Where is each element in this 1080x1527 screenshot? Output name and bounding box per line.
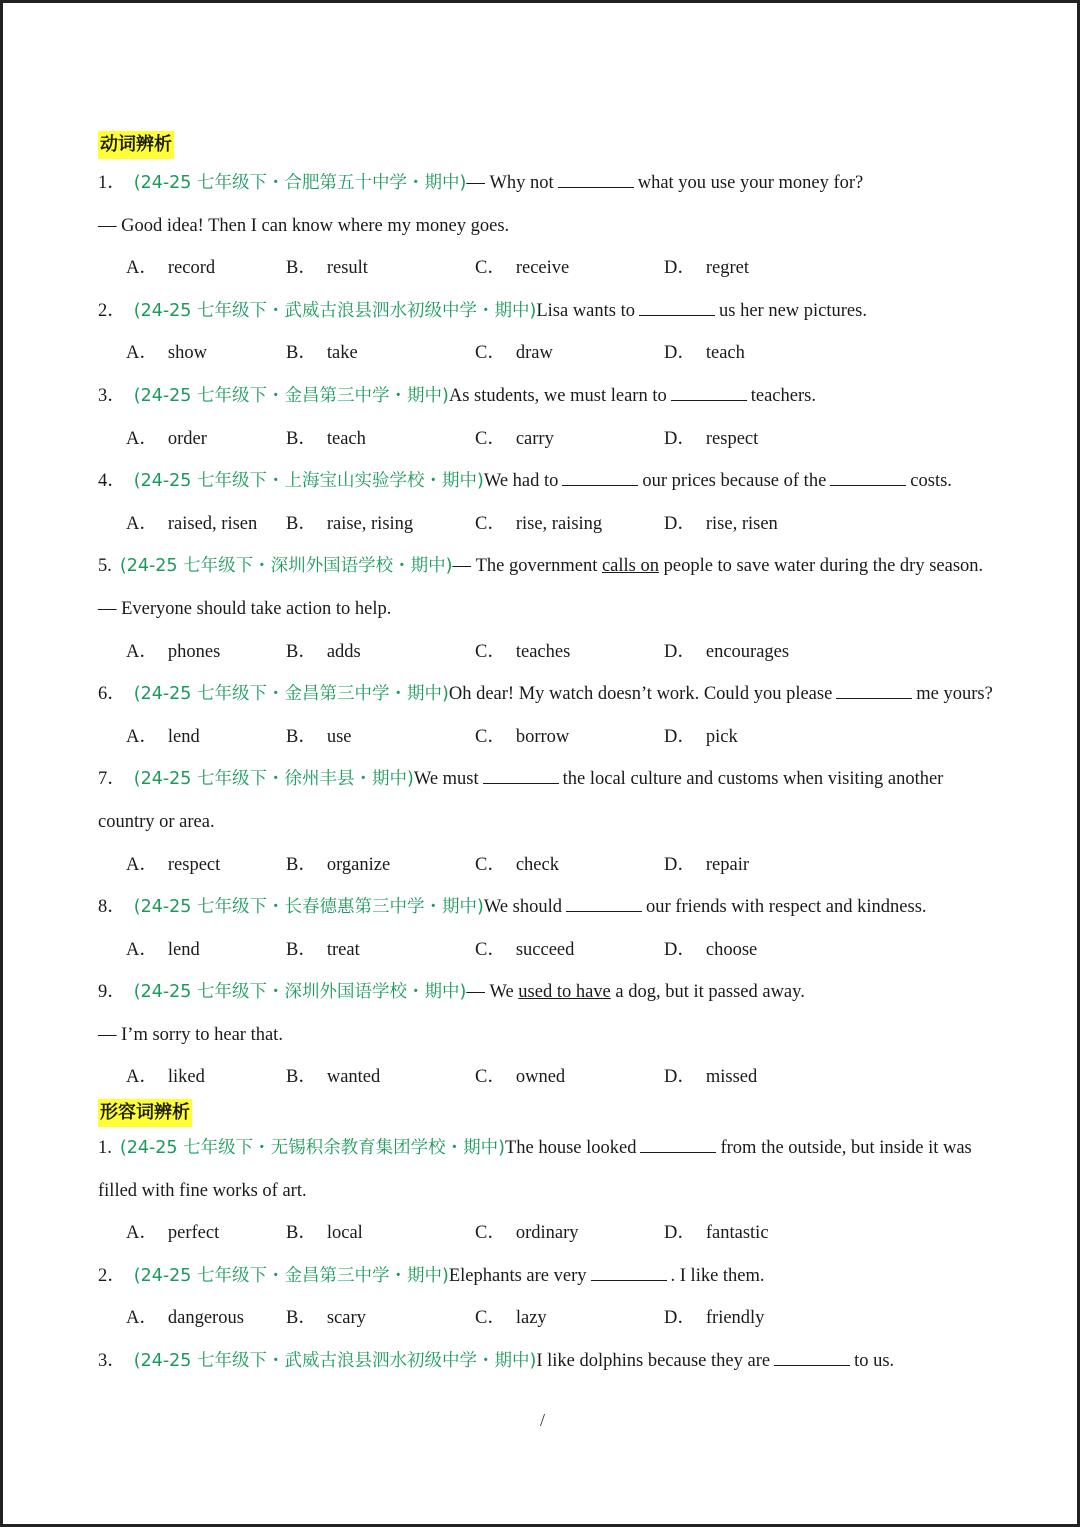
option-d — [664, 1297, 764, 1340]
question-source: (24-25 七年级下・深圳外国语学校・期中) — [133, 982, 467, 1003]
question-text: costs. — [910, 471, 952, 492]
question-continuation: — Everyone should take action to help. — [98, 598, 392, 619]
section-heading: 动词辨析 — [98, 131, 174, 159]
option-text: organize — [326, 854, 391, 875]
question-source: (24-25 七年级下・武威古浪县泗水初级中学・期中) — [133, 1351, 537, 1372]
option-letter: D． — [664, 854, 696, 875]
question-number: 4． — [98, 471, 126, 492]
answer-blank — [640, 1138, 716, 1153]
question-source: (24-25 七年级下・金昌第三中学・期中) — [133, 684, 449, 705]
question-stem — [98, 290, 1043, 333]
answer-blank — [671, 386, 747, 401]
question-number: 2． — [98, 300, 126, 321]
option-letter: B． — [286, 641, 317, 662]
option-text: lend — [167, 939, 200, 960]
option-letter: D． — [664, 343, 696, 364]
option-text: lend — [167, 726, 200, 747]
option-text: friendly — [705, 1308, 765, 1329]
option-letter: A． — [126, 939, 158, 960]
option-d — [664, 1212, 769, 1255]
option-text: perfect — [167, 1223, 220, 1244]
option-letter: D． — [664, 641, 696, 662]
option-a — [126, 929, 200, 972]
question-source: (24-25 七年级下・深圳外国语学校・期中) — [119, 556, 453, 577]
option-letter: A． — [126, 1308, 158, 1329]
option-row — [98, 418, 1043, 461]
option-text: check — [515, 854, 559, 875]
option-a — [126, 332, 207, 375]
option-row — [98, 716, 1043, 759]
option-letter: A． — [126, 641, 158, 662]
question-continuation: filled with fine works of art. — [98, 1180, 307, 1201]
option-text: raised, risen — [167, 513, 258, 534]
option-letter: D． — [664, 939, 696, 960]
question-number: 6． — [98, 684, 126, 705]
question-stem — [98, 758, 1043, 801]
option-text: repair — [705, 854, 750, 875]
option-text: scary — [326, 1308, 366, 1329]
option-c — [475, 1212, 579, 1255]
question-text: Oh dear! My watch doesn’t work. Could you please — [448, 684, 833, 705]
option-text: lazy — [515, 1308, 547, 1329]
option-c — [475, 247, 569, 290]
answer-blank — [639, 301, 715, 316]
option-letter: D． — [664, 428, 696, 449]
question-text: our friends with respect and kindness. — [646, 897, 927, 918]
option-text: record — [167, 258, 216, 279]
option-c — [475, 332, 553, 375]
option-letter: D． — [664, 258, 696, 279]
option-letter: A． — [126, 1223, 158, 1244]
option-letter: A． — [126, 258, 158, 279]
option-letter: C． — [475, 258, 506, 279]
option-text: respect — [705, 428, 759, 449]
option-a — [126, 418, 207, 461]
option-text: succeed — [515, 939, 575, 960]
question-stem — [98, 1255, 1043, 1298]
question-continuation: — I’m sorry to hear that. — [98, 1024, 283, 1045]
option-b — [286, 247, 368, 290]
option-d — [664, 844, 749, 887]
question-stem — [98, 886, 1043, 929]
option-row — [98, 631, 1043, 674]
option-text: owned — [515, 1067, 566, 1088]
option-letter: C． — [475, 513, 506, 534]
option-letter: D． — [664, 1308, 696, 1329]
question-text: I like dolphins because they are — [536, 1351, 771, 1372]
option-letter: A． — [126, 726, 158, 747]
option-text: result — [326, 258, 368, 279]
option-letter: B． — [286, 513, 317, 534]
option-c — [475, 929, 574, 972]
section-heading: 形容词辨析 — [98, 1099, 192, 1127]
option-a — [126, 844, 220, 887]
option-text: carry — [515, 428, 554, 449]
question-stem — [98, 545, 1043, 588]
option-letter: B． — [286, 1067, 317, 1088]
option-c — [475, 716, 569, 759]
option-c — [475, 631, 570, 674]
option-text: raise, rising — [326, 513, 414, 534]
option-d — [664, 332, 745, 375]
option-letter: A． — [126, 1067, 158, 1088]
question-number: 9． — [98, 982, 126, 1003]
option-letter: C． — [475, 1067, 506, 1088]
question-source: (24-25 七年级下・无锡积余教育集团学校・期中) — [119, 1138, 505, 1159]
option-letter: C． — [475, 428, 506, 449]
question-text: . I like them. — [670, 1265, 765, 1286]
option-text: missed — [705, 1067, 758, 1088]
question-text: Lisa wants to — [536, 300, 635, 321]
question-text: — We — [466, 982, 514, 1003]
question-text: to us. — [854, 1351, 895, 1372]
option-d — [664, 716, 738, 759]
option-row — [98, 332, 1043, 375]
question-text: The house looked — [504, 1138, 637, 1159]
option-row — [98, 1056, 1043, 1099]
question-number: 3． — [98, 385, 126, 406]
option-b — [286, 716, 352, 759]
option-text: treat — [326, 939, 360, 960]
question-text: We had to — [483, 471, 559, 492]
option-b — [286, 1297, 366, 1340]
option-d — [664, 247, 749, 290]
question-text: — The government — [452, 556, 598, 577]
option-a — [126, 1297, 244, 1340]
option-b — [286, 631, 361, 674]
question-stem — [98, 375, 1043, 418]
option-row — [98, 503, 1043, 546]
option-text: encourages — [705, 641, 790, 662]
question-number: 8． — [98, 897, 126, 918]
section-heading-row — [98, 1099, 1043, 1127]
option-a — [126, 247, 215, 290]
option-text: order — [167, 428, 207, 449]
question-text: Elephants are very — [448, 1265, 587, 1286]
question-source: (24-25 七年级下・徐州丰县・期中) — [133, 769, 414, 790]
option-c — [475, 503, 602, 546]
option-c — [475, 418, 554, 461]
option-text: use — [326, 726, 352, 747]
option-d — [664, 929, 757, 972]
question-source: (24-25 七年级下・金昌第三中学・期中) — [133, 385, 449, 406]
answer-blank — [774, 1351, 850, 1366]
question-text: people to save water during the dry season. — [663, 556, 984, 577]
option-letter: B． — [286, 343, 317, 364]
option-text: take — [326, 343, 358, 364]
option-letter: B． — [286, 428, 317, 449]
answer-blank — [562, 471, 638, 486]
option-text: ordinary — [515, 1223, 579, 1244]
question-text: — Why not — [466, 173, 554, 193]
question-continuation: country or area. — [98, 811, 215, 832]
option-b — [286, 844, 390, 887]
option-row — [98, 1297, 1043, 1340]
option-letter: B． — [286, 726, 317, 747]
section-heading-row — [98, 128, 1043, 162]
question-text: We should — [483, 897, 562, 918]
question-stem — [98, 460, 1043, 503]
option-a — [126, 1212, 219, 1255]
question-continuation: — Good idea! Then I can know where my money goes. — [98, 215, 510, 236]
option-text: pick — [705, 726, 738, 747]
answer-blank — [830, 471, 906, 486]
option-row — [98, 247, 1043, 290]
question-source: (24-25 七年级下・武威古浪县泗水初级中学・期中) — [133, 300, 537, 321]
option-letter: C． — [475, 854, 506, 875]
option-text: show — [167, 343, 207, 364]
question-number: 3． — [98, 1351, 126, 1372]
question-number: 1. — [98, 1138, 112, 1159]
underlined-phrase: used to have — [518, 982, 611, 1003]
option-d — [664, 1056, 757, 1099]
question-number: 5. — [98, 556, 112, 577]
option-text: phones — [167, 641, 221, 662]
option-letter: B． — [286, 854, 317, 875]
underlined-phrase: calls on — [601, 556, 659, 577]
option-text: rise, raising — [515, 513, 603, 534]
question-text: a dog, but it passed away. — [615, 982, 805, 1003]
option-c — [475, 844, 559, 887]
option-letter: C． — [475, 1223, 506, 1244]
question-text: the local culture and customs when visiting another — [562, 769, 944, 790]
option-a — [126, 1056, 205, 1099]
option-a — [126, 631, 220, 674]
question-source: (24-25 七年级下・合肥第五十中学・期中) — [133, 173, 467, 193]
option-text: teach — [326, 428, 366, 449]
option-letter: C． — [475, 1308, 506, 1329]
option-c — [475, 1297, 547, 1340]
option-text: receive — [515, 258, 570, 279]
option-letter: C． — [475, 641, 506, 662]
question-number: 7． — [98, 769, 126, 790]
option-text: draw — [515, 343, 553, 364]
option-b — [286, 929, 360, 972]
option-b — [286, 332, 358, 375]
answer-blank — [566, 897, 642, 912]
option-letter: B． — [286, 939, 317, 960]
option-letter: A． — [126, 343, 158, 364]
answer-blank — [591, 1266, 667, 1281]
option-b — [286, 418, 366, 461]
option-b — [286, 1212, 363, 1255]
option-text: borrow — [515, 726, 570, 747]
option-text: dangerous — [167, 1308, 244, 1329]
option-b — [286, 503, 413, 546]
option-d — [664, 503, 778, 546]
option-letter: B． — [286, 1308, 317, 1329]
option-d — [664, 418, 758, 461]
option-text: wanted — [326, 1067, 381, 1088]
option-text: fantastic — [705, 1223, 769, 1244]
option-letter: D． — [664, 1223, 696, 1244]
question-source: (24-25 七年级下・长春德惠第三中学・期中) — [133, 897, 484, 918]
answer-blank — [836, 684, 912, 699]
question-source: (24-25 七年级下・上海宝山实验学校・期中) — [133, 471, 484, 492]
option-text: teach — [705, 343, 745, 364]
option-letter: C． — [475, 939, 506, 960]
option-d — [664, 631, 789, 674]
option-letter: C． — [475, 726, 506, 747]
question-text: me yours? — [916, 684, 993, 705]
question-number: 1． — [98, 173, 126, 193]
question-stem — [98, 673, 1043, 716]
question-text: As students, we must learn to — [448, 385, 667, 406]
option-letter: A． — [126, 428, 158, 449]
option-text: rise, risen — [705, 513, 778, 534]
option-text: choose — [705, 939, 758, 960]
option-text: teaches — [515, 641, 571, 662]
question-stem — [98, 1127, 1043, 1170]
question-stem — [98, 1340, 1043, 1383]
option-row — [98, 929, 1043, 972]
option-letter: B． — [286, 1223, 317, 1244]
option-b — [286, 1056, 380, 1099]
answer-blank — [483, 769, 559, 784]
question-text: our prices because of the — [642, 471, 827, 492]
question-text: what you use your money for? — [637, 173, 864, 193]
option-row — [98, 1212, 1043, 1255]
option-a — [126, 716, 200, 759]
option-c — [475, 1056, 565, 1099]
option-text: liked — [167, 1067, 205, 1088]
option-letter: C． — [475, 343, 506, 364]
option-text: respect — [167, 854, 221, 875]
question-source: (24-25 七年级下・金昌第三中学・期中) — [133, 1265, 449, 1286]
question-text: We must — [413, 769, 479, 790]
question-text: from the outside, but inside it was — [720, 1138, 972, 1159]
option-letter: B． — [286, 258, 317, 279]
question-number: 2． — [98, 1265, 126, 1286]
option-letter: D． — [664, 1067, 696, 1088]
option-letter: D． — [664, 513, 696, 534]
page-footer: / — [540, 1410, 546, 1430]
option-text: adds — [326, 641, 361, 662]
option-text: regret — [705, 258, 750, 279]
question-stem — [98, 971, 1043, 1014]
worksheet-content — [98, 128, 1043, 1383]
question-text: us her new pictures. — [719, 300, 867, 321]
option-row — [98, 844, 1043, 887]
option-letter: D． — [664, 726, 696, 747]
answer-blank — [558, 173, 634, 188]
option-letter: A． — [126, 513, 158, 534]
option-letter: A． — [126, 854, 158, 875]
option-text: local — [326, 1223, 363, 1244]
question-stem — [98, 162, 1043, 205]
option-a — [126, 503, 257, 546]
question-text: teachers. — [750, 385, 816, 406]
